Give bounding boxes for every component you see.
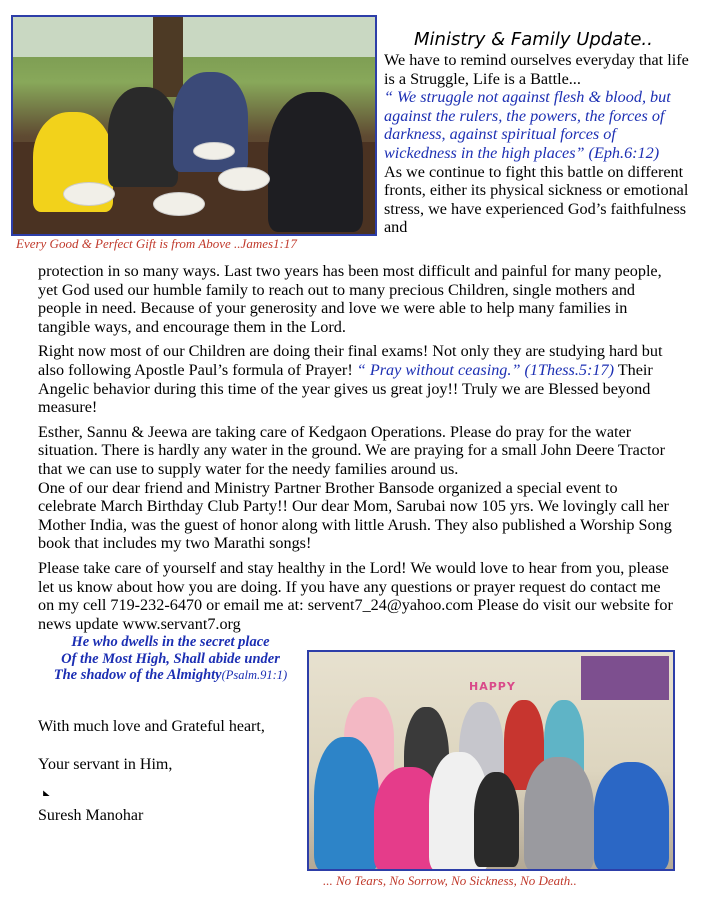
body-paragraph-3: Esther, Sannu & Jeewa are taking care of Kedgaon Operations. Please do pray for the water situation. There is hardly any water in the ground. We are praying for a small John Deere Tractor that we can use to supply water for the needy families around us.	[38, 422, 665, 478]
main-body-text	[38, 262, 678, 639]
verse-line-3: The shadow of the Almighty	[53, 667, 222, 683]
prayer-quote: “ Pray without ceasing.” (1Thess.5:17)	[356, 360, 614, 379]
closing-line-2: Your servant in Him,	[38, 756, 173, 773]
closing-block	[38, 717, 265, 793]
scripture-quote: “ We struggle not against flesh & blood, but against the rulers, the powers, the forces of darkness, against spiritual forces of wickedness in the high places” (Eph.6:12)	[384, 88, 671, 162]
family-photo-birthday	[307, 650, 675, 871]
closing-line-1: With much love and Grateful heart,	[38, 718, 265, 735]
signature-mark: 𝅋	[42, 773, 51, 803]
body-paragraph-5: Please take care of yourself and stay healthy in the Lord! We would love to hear from you, please let us know about how you are doing. If you have any questions or prayer request do contact me on my cell 719-232-6470 or email me at: servent7_24@yahoo.com Please do visit our website for news update www.servant7.org	[38, 558, 673, 633]
family-photo-picnic	[11, 15, 377, 236]
page-title: Ministry & Family Update..	[414, 29, 653, 50]
body-paragraph-4: One of our dear friend and Ministry Partner Brother Bansode organized a special event to celebrate March Birthday Club Party!! Our dear Mom, Sarubai now 105 yrs. We lovingly call her Mother India, was the guest of honor along with little Arush. They also published a Worship Song book that includes my two Marathi songs!	[38, 478, 672, 553]
intro-paragraph: We have to remind ourselves everyday that life is a Struggle, Life is a Battle...	[384, 51, 689, 88]
happy-banner: HAPPY	[469, 680, 516, 693]
side-column-text	[384, 51, 689, 237]
body-paragraph-2	[38, 342, 678, 416]
body-paragraph-1: protection in so many ways. Last two years has been most difficult and painful for many people, yet God used our humble family to reach out to many precious Children, single mothers and people in need. Because of your generosity and love we were able to help many families in tangible ways, and encourage them in the Lord.	[38, 262, 662, 336]
verse-line-2: Of the Most High, Shall abide under	[61, 650, 280, 667]
psalm-verse	[38, 634, 303, 684]
side-paragraph: As we continue to fight this battle on different fronts, either its physical sickness or emotional stress, we have experienced God’s faithfulness and	[384, 162, 689, 237]
top-photo-caption: Every Good & Perfect Gift is from Above ..James1:17	[16, 236, 297, 251]
verse-line-1: He who dwells in the secret place	[71, 634, 270, 650]
verse-reference: (Psalm.91:1)	[221, 668, 288, 682]
body-paragraph-2a: Right now most of our Children are doing their final exams! Not only they are studying hard but also following Apostle Paul’s formula of Prayer!	[38, 342, 663, 379]
signature-name: Suresh Manohar	[38, 807, 144, 824]
bottom-photo-caption: ... No Tears, No Sorrow, No Sickness, No Death..	[323, 873, 577, 888]
body-paragraph-2b: Their Angelic behavior during this time of the year gives us great joy!! Truly we are Blessed beyond measure!	[38, 360, 653, 417]
